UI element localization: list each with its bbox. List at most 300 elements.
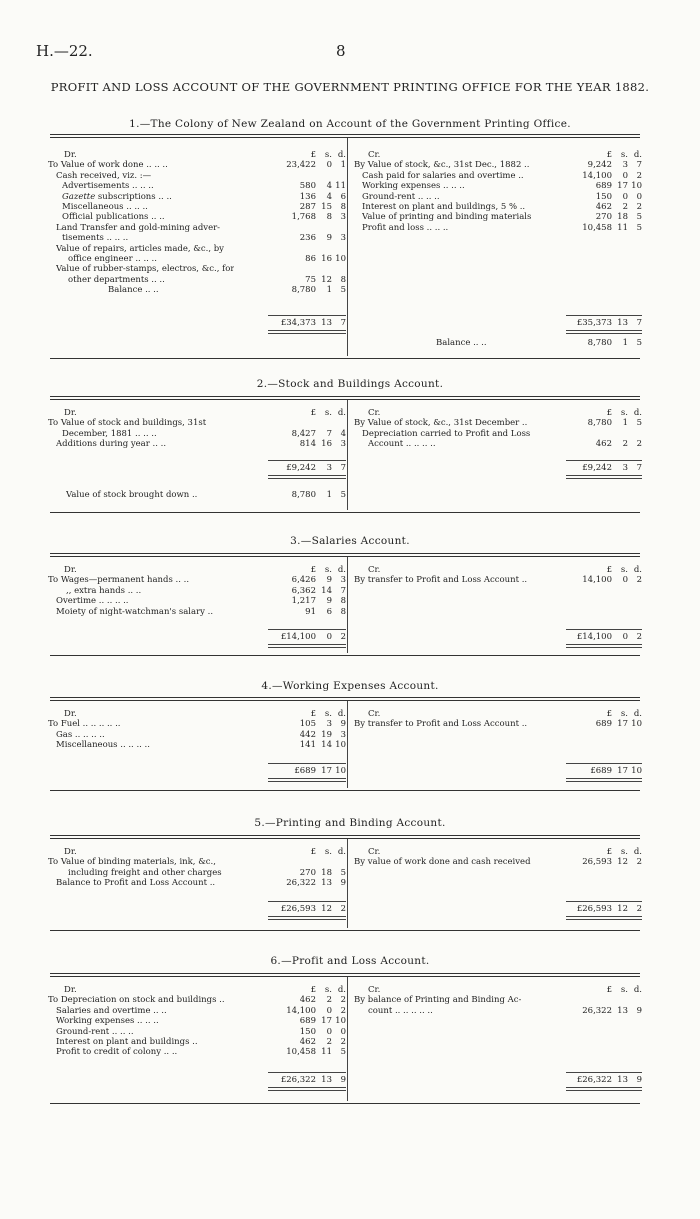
- pence: 2: [636, 857, 642, 868]
- pounds: 14,100: [582, 575, 612, 586]
- column-header: [48, 847, 346, 857]
- shillings: 17: [617, 766, 628, 776]
- pounds: 270: [299, 867, 316, 878]
- pounds: £34,373: [280, 318, 316, 328]
- row-label: Value of stock brought down ..: [66, 490, 198, 500]
- pounds: 26,322: [582, 1005, 612, 1016]
- pence: d.: [633, 985, 642, 995]
- amount: [278, 857, 346, 867]
- pence: 5: [636, 338, 642, 348]
- debit-column: [48, 150, 346, 295]
- amount: [278, 607, 346, 617]
- shillings: 12: [617, 904, 628, 914]
- amount: [574, 575, 642, 585]
- credit-row: [354, 1006, 642, 1016]
- pounds: 10,458: [286, 1047, 316, 1058]
- pounds: 23,422: [286, 160, 316, 171]
- pounds: 26,322: [286, 878, 316, 889]
- shillings: 15: [321, 201, 332, 212]
- total-double-rule: [268, 916, 346, 920]
- pence: 2: [636, 904, 642, 914]
- shillings: 2: [326, 995, 332, 1006]
- section-bottom-rule: [50, 358, 640, 359]
- row-label: Additions during year .. ..: [56, 439, 167, 450]
- credit-row: [354, 171, 642, 181]
- pence: 7: [636, 318, 642, 328]
- column-divider: [347, 701, 348, 788]
- row-label: Balance .. ..: [436, 338, 487, 348]
- shillings: 1: [622, 418, 628, 429]
- subtotal-rule: [268, 901, 346, 902]
- amount: [574, 847, 642, 857]
- subtotal-rule: [566, 763, 642, 764]
- shillings: 2: [622, 439, 628, 450]
- credit-row: [354, 857, 642, 867]
- amount: [574, 904, 642, 914]
- row-label: By value of work done and cash received: [354, 857, 531, 868]
- row-label: By Value of stock, &c., 31st Dec., 1882 ..: [354, 160, 530, 171]
- shillings: s.: [620, 709, 628, 719]
- credit-total: [496, 904, 642, 914]
- pounds: 75: [305, 274, 316, 285]
- pence: 7: [636, 160, 642, 171]
- pounds: £9,242: [286, 463, 316, 473]
- debit-column: [48, 565, 346, 617]
- column-header: [354, 150, 642, 160]
- shillings: s.: [324, 150, 332, 160]
- pence: 5: [340, 490, 346, 500]
- pounds: £14,100: [280, 632, 316, 642]
- total-double-rule: [566, 1087, 642, 1091]
- row-label: Land Transfer and gold-mining adver-: [56, 222, 221, 233]
- row-label: Official publications .. ..: [62, 212, 165, 223]
- credit-row: [354, 212, 642, 222]
- shillings: 12: [321, 904, 332, 914]
- pence: 10: [631, 719, 642, 730]
- section-rule: [50, 697, 640, 701]
- credit-row: [354, 192, 642, 202]
- debit-row: [48, 878, 346, 888]
- shillings: s.: [620, 847, 628, 857]
- shillings: 12: [321, 274, 332, 285]
- pence: 9: [340, 878, 346, 889]
- amount: [278, 709, 346, 719]
- pence: d.: [633, 150, 642, 160]
- pounds: £26,593: [280, 904, 316, 914]
- shillings: 18: [321, 867, 332, 878]
- pence: d.: [337, 565, 346, 575]
- pence: 3: [340, 729, 346, 740]
- amount: [278, 1027, 346, 1037]
- shillings: 13: [321, 318, 332, 328]
- section-bottom-rule: [50, 930, 640, 931]
- pence: 8: [340, 201, 346, 212]
- shillings: 0: [622, 170, 628, 181]
- amount: [574, 150, 642, 160]
- page-number: 8: [336, 42, 346, 60]
- debit-row: [48, 171, 346, 181]
- stock-brought-down: [66, 490, 346, 500]
- credit-row: [354, 995, 642, 1005]
- row-label: Interest on plant and buildings, 5 % ..: [362, 201, 526, 212]
- pounds: 442: [299, 729, 316, 740]
- row-label: To Value of stock and buildings, 31st: [48, 418, 207, 429]
- pence: d.: [633, 408, 642, 418]
- pence: 6: [340, 191, 346, 202]
- shillings: 0: [326, 160, 332, 171]
- pence: 10: [335, 766, 346, 776]
- column-header: [354, 565, 642, 575]
- pence: 7: [636, 463, 642, 473]
- amount: [278, 418, 346, 428]
- pounds: 26,593: [582, 857, 612, 868]
- amount: [278, 868, 346, 878]
- amount: [278, 150, 346, 160]
- pence: 2: [636, 632, 642, 642]
- amount: [278, 565, 346, 575]
- amount: [574, 160, 642, 170]
- pounds: £: [310, 150, 316, 160]
- row-label: By transfer to Profit and Loss Account ..: [354, 719, 528, 730]
- row-label: other departments .. ..: [68, 274, 165, 285]
- debit-row: [48, 995, 346, 1005]
- debit-row: [48, 285, 346, 295]
- credit-column: [354, 150, 642, 233]
- subtotal-rule: [268, 763, 346, 764]
- shillings: 2: [622, 201, 628, 212]
- cr-heading: Cr.: [368, 565, 381, 575]
- shillings: 1: [326, 490, 332, 500]
- credit-row: [354, 575, 642, 585]
- amount: [278, 632, 346, 642]
- amount: [574, 192, 642, 202]
- subtotal-rule: [566, 1072, 642, 1073]
- pence: 8: [340, 274, 346, 285]
- pounds: 462: [595, 439, 612, 450]
- shillings: 19: [321, 729, 332, 740]
- row-label: Balance .. ..: [108, 285, 159, 296]
- amount: [278, 878, 346, 888]
- column-header: [48, 408, 346, 418]
- pence: 0: [340, 1026, 346, 1037]
- section-title-s4: 4.—Working Expenses Account.: [261, 680, 439, 692]
- cr-heading: Cr.: [368, 150, 381, 160]
- credit-total: [496, 463, 642, 473]
- debit-row: [48, 275, 346, 285]
- amount: [574, 1075, 642, 1085]
- row-label: count .. .. .. .. ..: [368, 1005, 433, 1016]
- amount: [574, 181, 642, 191]
- amount: [574, 429, 642, 439]
- amount: [574, 171, 642, 181]
- subtotal-rule: [566, 901, 642, 902]
- debit-row: [48, 202, 346, 212]
- amount: [278, 1047, 346, 1057]
- debit-total: [200, 318, 346, 328]
- shillings: 1: [326, 285, 332, 296]
- row-label: Value of printing and binding materials: [362, 212, 532, 223]
- shillings: 6: [326, 606, 332, 617]
- section-bottom-rule: [50, 790, 640, 791]
- credit-row: [354, 429, 642, 439]
- shillings: 3: [622, 463, 628, 473]
- section-bottom-rule: [50, 512, 640, 513]
- amount: [278, 586, 346, 596]
- pounds: £: [310, 565, 316, 575]
- shillings: 3: [326, 719, 332, 730]
- section-rule: [50, 553, 640, 557]
- section-title-s2: 2.—Stock and Buildings Account.: [256, 378, 444, 390]
- debit-row: [48, 418, 346, 428]
- pounds: 8,780: [587, 338, 612, 348]
- pence: 9: [340, 1075, 346, 1085]
- shillings: 0: [326, 1005, 332, 1016]
- row-label: Gas .. .. .. ..: [56, 729, 105, 740]
- credit-total: [496, 318, 642, 328]
- shillings: 13: [617, 318, 628, 328]
- debit-row: [48, 244, 346, 254]
- pounds: 236: [299, 233, 316, 244]
- debit-row: [48, 868, 346, 878]
- row-label: To Depreciation on stock and buildings ..: [48, 995, 225, 1006]
- section-rule: [50, 973, 640, 977]
- shillings: s.: [620, 408, 628, 418]
- row-label: Gazette subscriptions .. ..: [62, 191, 172, 202]
- pence: 2: [636, 439, 642, 450]
- column-header: [48, 985, 346, 995]
- pounds: £: [606, 150, 612, 160]
- debit-row: [48, 596, 346, 606]
- pence: 2: [636, 170, 642, 181]
- row-label: Ground-rent .. .. ..: [56, 1026, 134, 1037]
- amount: [574, 857, 642, 867]
- amount: [278, 181, 346, 191]
- pence: 3: [340, 233, 346, 244]
- pounds: 10,458: [582, 222, 612, 233]
- amount: [278, 192, 346, 202]
- pence: 5: [340, 285, 346, 296]
- debit-row: [48, 181, 346, 191]
- debit-row: [48, 719, 346, 729]
- shillings: 0: [622, 191, 628, 202]
- cr-heading: Cr.: [368, 709, 381, 719]
- column-header: [48, 565, 346, 575]
- shillings: 4: [326, 191, 332, 202]
- credit-row: [354, 160, 642, 170]
- pounds: 14,100: [582, 170, 612, 181]
- pence: 5: [340, 867, 346, 878]
- pounds: £9,242: [582, 463, 612, 473]
- debit-row: [48, 730, 346, 740]
- pounds: 1,768: [291, 212, 316, 223]
- debit-row: [48, 1027, 346, 1037]
- pence: 2: [340, 904, 346, 914]
- amount: [574, 985, 642, 995]
- amount: [574, 632, 642, 642]
- pounds: 150: [299, 1026, 316, 1037]
- shillings: s.: [324, 709, 332, 719]
- amount: [278, 904, 346, 914]
- pence: 10: [631, 766, 642, 776]
- shillings: 4: [326, 181, 332, 192]
- debit-row: [48, 857, 346, 867]
- pounds: 689: [595, 181, 612, 192]
- pounds: £689: [294, 766, 316, 776]
- pence: 1: [340, 160, 346, 171]
- pence: 3: [340, 575, 346, 586]
- row-label: Value of rubber-stamps, electros, &c., for: [56, 264, 235, 275]
- pence: 2: [340, 1005, 346, 1016]
- amount: [278, 575, 346, 585]
- amount: [574, 408, 642, 418]
- amount: [574, 766, 642, 776]
- pounds: 287: [299, 201, 316, 212]
- debit-column: [48, 847, 346, 889]
- column-header: [354, 408, 642, 418]
- debit-row: [48, 264, 346, 274]
- amount: [278, 1006, 346, 1016]
- shillings: 7: [326, 428, 332, 439]
- row-label: By Value of stock, &c., 31st December ..: [354, 418, 528, 429]
- column-header: [354, 709, 642, 719]
- pence: d.: [337, 709, 346, 719]
- row-label: Miscellaneous .. .. .. ..: [56, 740, 150, 751]
- debit-row: [48, 233, 346, 243]
- pounds: £: [606, 565, 612, 575]
- debit-row: [48, 192, 346, 202]
- pounds: 14,100: [286, 1005, 316, 1016]
- debit-row: [48, 254, 346, 264]
- pounds: 8,780: [587, 418, 612, 429]
- debit-total: [200, 632, 346, 642]
- row-label: Miscellaneous .. .. ..: [62, 201, 148, 212]
- debit-row: [48, 607, 346, 617]
- shillings: 11: [321, 1047, 332, 1058]
- amount: [574, 439, 642, 449]
- debit-total: [200, 1075, 346, 1085]
- row-label: Interest on plant and buildings ..: [56, 1036, 198, 1047]
- pence: 9: [636, 1005, 642, 1016]
- row-label: To Value of work done .. .. ..: [48, 160, 168, 171]
- pence: d.: [337, 150, 346, 160]
- column-divider: [347, 839, 348, 928]
- debit-row: [48, 1037, 346, 1047]
- shillings: 0: [326, 632, 332, 642]
- dr-heading: Dr.: [64, 847, 77, 857]
- pounds: 86: [305, 253, 316, 264]
- pence: 9: [636, 1075, 642, 1085]
- amount: [278, 719, 346, 729]
- amount: [278, 847, 346, 857]
- subtotal-rule: [268, 1072, 346, 1073]
- amount: [574, 709, 642, 719]
- cr-heading: Cr.: [368, 985, 381, 995]
- section-title-s3: 3.—Salaries Account.: [290, 535, 410, 547]
- debit-total: [200, 904, 346, 914]
- row-label: To Wages—permanent hands .. ..: [48, 575, 190, 586]
- pence: 5: [636, 212, 642, 223]
- amount: [278, 285, 346, 295]
- row-label: Advertisements .. .. ..: [62, 181, 154, 192]
- pounds: 580: [299, 181, 316, 192]
- debit-column: [48, 408, 346, 450]
- dr-heading: Dr.: [64, 150, 77, 160]
- pence: 9: [340, 719, 346, 730]
- row-label: To Value of binding materials, ink, &c.,: [48, 857, 216, 868]
- pounds: 6,426: [291, 575, 316, 586]
- pence: 2: [340, 632, 346, 642]
- row-label: Ground-rent .. .. ..: [362, 191, 440, 202]
- pounds: £: [310, 847, 316, 857]
- debit-row: [48, 1047, 346, 1057]
- total-double-rule: [566, 330, 642, 334]
- row-label: Profit to credit of colony .. ..: [56, 1047, 178, 1058]
- debit-row: [48, 575, 346, 585]
- row-label: Balance to Profit and Loss Account ..: [56, 878, 216, 889]
- row-label: including freight and other charges: [68, 867, 222, 878]
- section-bottom-rule: [50, 655, 640, 656]
- amount: [574, 318, 642, 328]
- pence: 7: [340, 318, 346, 328]
- pence: 3: [340, 212, 346, 223]
- amount: [278, 318, 346, 328]
- shillings: 0: [622, 575, 628, 586]
- debit-row: [48, 212, 346, 222]
- amount: [278, 995, 346, 1005]
- shillings: 11: [617, 222, 628, 233]
- shillings: s.: [620, 565, 628, 575]
- subtotal-rule: [268, 460, 346, 461]
- pounds: £35,373: [576, 318, 612, 328]
- pounds: 689: [595, 719, 612, 730]
- pounds: £: [606, 709, 612, 719]
- subtotal-rule: [268, 315, 346, 316]
- column-divider: [347, 557, 348, 653]
- row-label: Moiety of night-watchman's salary ..: [56, 606, 214, 617]
- shillings: 13: [617, 1075, 628, 1085]
- cr-heading: Cr.: [368, 408, 381, 418]
- amount: [278, 463, 346, 473]
- shillings: 9: [326, 596, 332, 607]
- shillings: 9: [326, 233, 332, 244]
- row-label: office engineer .. .. ..: [68, 253, 157, 264]
- pounds: £14,100: [576, 632, 612, 642]
- pence: 10: [335, 1016, 346, 1027]
- shillings: 3: [326, 463, 332, 473]
- cr-heading: Cr.: [368, 847, 381, 857]
- pence: 7: [340, 463, 346, 473]
- section-rule: [50, 134, 640, 138]
- debit-row: [48, 439, 346, 449]
- pounds: 91: [305, 606, 316, 617]
- total-double-rule: [566, 475, 642, 479]
- pounds: 6,362: [291, 585, 316, 596]
- pounds: £26,322: [576, 1075, 612, 1085]
- total-double-rule: [566, 778, 642, 782]
- debit-column: [48, 985, 346, 1058]
- pounds: 8,780: [291, 285, 316, 296]
- row-label: Working expenses .. .. ..: [362, 181, 465, 192]
- shillings: 17: [617, 181, 628, 192]
- column-header: [48, 150, 346, 160]
- shillings: 12: [617, 857, 628, 868]
- amount: [574, 719, 642, 729]
- dr-heading: Dr.: [64, 709, 77, 719]
- pence: 5: [636, 418, 642, 429]
- row-label: Profit and loss .. .. ..: [362, 222, 449, 233]
- amount: [278, 439, 346, 449]
- credit-total: [496, 1075, 642, 1085]
